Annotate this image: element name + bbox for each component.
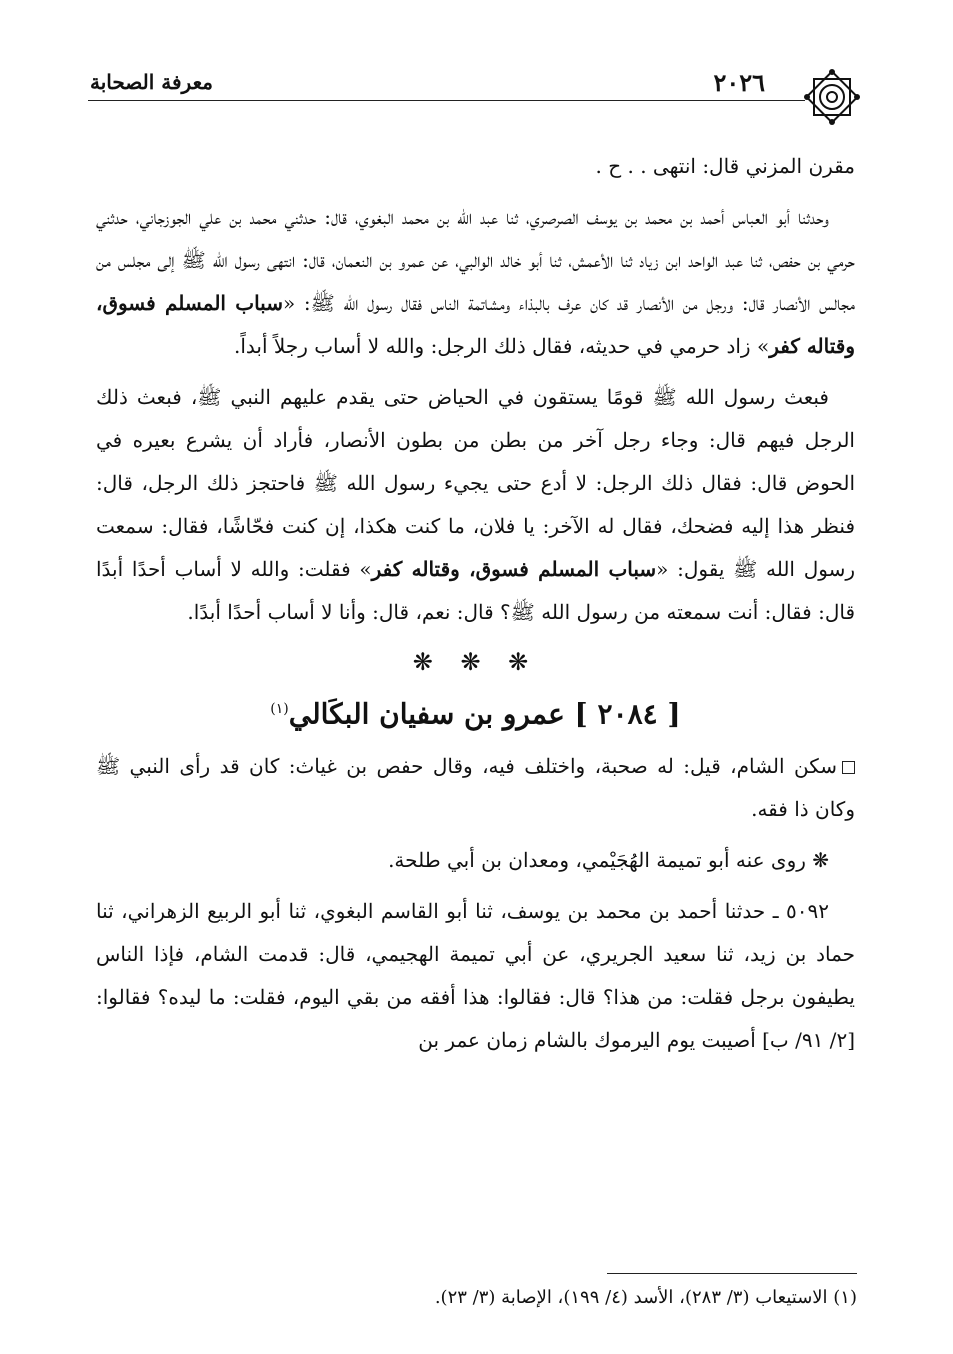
section-heading-text: [ ٢٠٨٤ ] عمرو بن سفيان البكَالي [288, 697, 681, 731]
header-rule [88, 100, 805, 101]
paragraph-2-text: وحدثنا أبو العباس أحمد بن محمد بن يوسف الصرصري، ثنا عبد الله بن محمد البغوي، قال: حدثني محمد بن علي الجوزجاني، حدثني حرمي بن حفص، ثنا عبد الواحد ابن زياد ثنا الأعمش، ثنا أبو خالد الوالبي، عن عمرو بن النعمان، قال: انتهى رسول الله ﷺ إلى مجلس من مجالس الأنصار قال: ورجل من الأنصار قد كان عرف بالبذاء ومشاتمة الناس فقال رسول الله ﷺ: « [96, 205, 856, 315]
running-header [90, 66, 863, 102]
paragraph-2-end: » زاد حرمي في حديثه، فقال ذلك الرجل: والله لا أساب رجلاً أبداً. [234, 334, 770, 358]
paragraph-3-text: فبعث رسول الله ﷺ قومًا يستقون في الحياض حتى يقدم عليهم النبي ﷺ، فبعث ذلك الرجل فيهم قال: وجاء رجل آخر من بطن من بطون الأنصار، فأراد أن يشرع بعيره في الحوض قال: فقال ذلك الرجل: لا أدع حتى يجيء رسول الله ﷺ فاحتجز ذلك الرجل، قال: فنظر هذا إليه فضحك، فقال له الآخر: يا فلان، ما كنت هكذا، إن كنت فحّاشًا، فقال: سمعت رسول الله ﷺ يقول: « [96, 385, 855, 581]
hadith-quote-1: سباب المسلم فسوق، وقتاله كفر [96, 291, 855, 358]
main-text [96, 145, 855, 1070]
paragraph-2 [96, 196, 855, 368]
section-separator: ❋ ❋ ❋ [412, 648, 539, 676]
paragraph-6: ٥٠٩٢ ـ حدثنا أحمد بن محمد بن يوسف، ثنا أبو القاسم البغوي، ثنا أبو الربيع الزهراني، ثنا حماد بن زيد، ثنا سعيد الجريري، عن أبي تميمة الهجيمي، قال: قدمت الشام، فإذا الناس يطيفون برجل فقلت: من هذا؟ قال: فقالوا: هذا أفقه من بقي اليوم، فقلت: ما ليده؟ فقالوا: [٢/ ٩١/ ب] أصيبت يوم اليرموك بالشام زمان عمر بن [96, 899, 855, 1053]
paragraph-4-text: سكن الشام، قيل: له صحبة، واختلف فيه، وقال حفص بن غياث: كان قد رأى النبي ﷺ وكان ذا فقه. [96, 754, 855, 822]
paragraph-4 [96, 745, 855, 831]
star-ornament-icon [801, 66, 863, 128]
section-heading [96, 684, 855, 739]
footnote-rule [607, 1273, 857, 1274]
paragraph-3 [96, 376, 855, 634]
paragraph-3-end: » فقلت: والله لا أساب أحدًا أبدًا قال: فقال: أنت سمعته من رسول الله ﷺ؟ قال: نعم، قال: وأنا لا أساب أحدًا أبدًا. [96, 557, 855, 624]
footnote: (١) الاستيعاب (٣/ ٢٨٣)، الأسد (٤/ ١٩٩)، الإصابة (٣/ ٢٣). [434, 1287, 857, 1308]
page-number: ٢٠٢٦ [713, 68, 765, 97]
running-title: معرفة الصحابة [90, 70, 213, 94]
footnote-marker: (١) [270, 701, 289, 717]
paragraph-5: ❋ روى عنه أبو تميمة الهُجَيْمي، ومعدان بن أبي طلحة. [388, 848, 829, 873]
paragraph-1: مقرن المزني قال: انتهى . . ح . [595, 154, 855, 178]
square-marker-icon [842, 761, 855, 774]
hadith-quote-2: سباب المسلم فسوق، وقتاله كفر [371, 557, 657, 581]
